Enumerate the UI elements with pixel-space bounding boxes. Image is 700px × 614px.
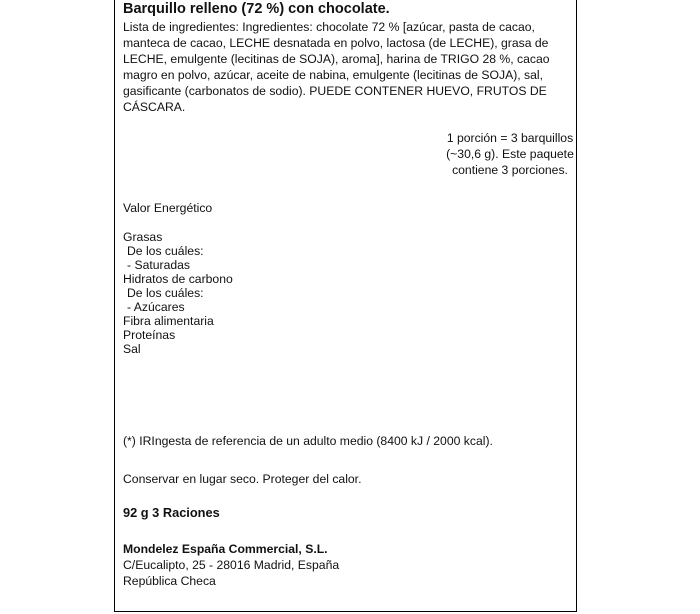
nutrient-label: Hidratos de carbono: [123, 272, 233, 286]
nutrient-label: Grasas: [123, 230, 163, 244]
company-address: C/Eucalipto, 25 - 28016 Madrid, España: [123, 558, 340, 572]
nutrient-label: - Saturadas: [127, 258, 191, 272]
nutrient-label: De los cuáles:: [127, 286, 204, 300]
ingredients-line: magro en polvo, azúcar, aceite de nabina, emulgente (lecitinas de SOJA), sal,: [123, 68, 544, 82]
country-of-origin: República Checa: [123, 574, 216, 588]
ingredients-line: CÁSCARA.: [123, 100, 186, 114]
company-info: [123, 541, 339, 589]
net-weight: 92 g 3 Raciones: [123, 505, 220, 520]
nutrient-label: Proteínas: [123, 328, 176, 342]
ingredients-list: [123, 19, 563, 115]
ingredients-line: manteca de cacao, LECHE desnatada en polvo, lactosa (de LECHE), grasa de: [123, 36, 549, 50]
portion-line: contiene 3 porciones.: [452, 163, 568, 177]
ingredients-line: Lista de ingredientes: Ingredientes: chocolate 72 % [azúcar, pasta de cacao,: [123, 20, 535, 34]
portion-line: (~30,6 g). Este paquete: [446, 147, 574, 161]
nutrient-label: Valor Energético: [123, 201, 213, 215]
nutrient-label: Fibra alimentaria: [123, 314, 214, 328]
reference-footnote: (*) IRIngesta de referencia de un adulto medio (8400 kJ / 2000 kcal).: [123, 434, 493, 448]
product-title: Barquillo relleno (72 %) con chocolate.: [123, 1, 390, 17]
nutrient-label: Sal: [123, 342, 141, 356]
portion-info: [430, 130, 590, 178]
nutrient-label: De los cuáles:: [127, 244, 204, 258]
portion-line: 1 porción = 3 barquillos: [446, 131, 574, 145]
company-name: Mondelez España Commercial, S.L.: [123, 542, 328, 556]
storage-instructions: Conservar en lugar seco. Proteger del calor.: [123, 472, 362, 486]
nutrient-label: - Azúcares: [127, 300, 185, 314]
ingredients-line: LECHE, emulgente (lecitinas de SOJA), aroma], harina de TRIGO 28 %, cacao: [123, 52, 550, 66]
ingredients-line: gasificante (carbonatos de sodio). PUEDE CONTENER HUEVO, FRUTOS DE: [123, 84, 547, 98]
